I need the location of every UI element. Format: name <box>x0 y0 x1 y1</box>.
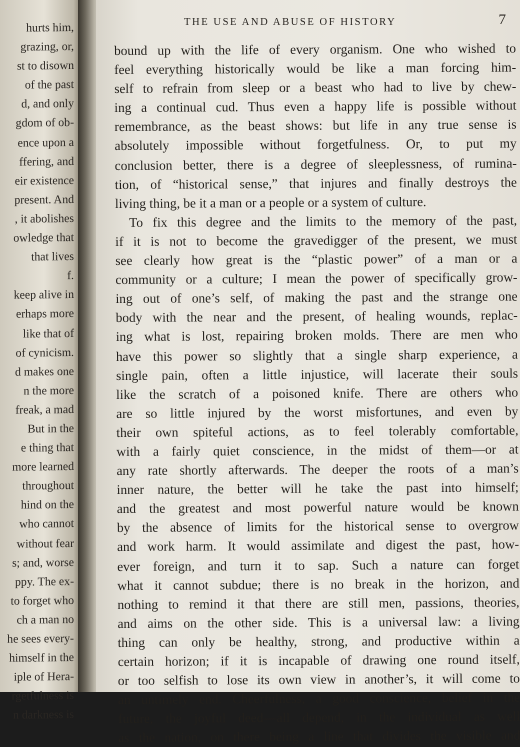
text-line: any rate shortly afterwards. The deeper the roots of a man’s <box>116 460 519 479</box>
text-line: absolutely impossible without forgetfulness. Or, to put my <box>114 136 517 154</box>
left-page-line: ffering, and <box>19 153 74 169</box>
left-page-line: erhaps more <box>16 306 74 322</box>
text-line: see clearly how great is the “plastic power” of a man or a <box>115 250 518 269</box>
text-line: future, the joyful deed—all depend, in the individual as well <box>118 708 520 727</box>
left-page-line: throughout <box>22 478 74 493</box>
left-page-line: without fear <box>16 535 74 551</box>
text-line: by the absence of limits for the historical sense to overgrow <box>116 517 520 536</box>
left-page-line: freak, a mad <box>15 401 74 417</box>
text-line: certain horizon; if it is incapable of drawing one round itself, <box>117 651 520 669</box>
text-line: To fix this degree and the limits to the memory of the past, <box>129 212 518 230</box>
left-page-line: ence upon a <box>17 134 74 150</box>
text-line: nothing to remind it that there are still men, passions, theories, <box>117 594 520 612</box>
left-page-line: who cannot <box>19 516 74 532</box>
left-page-line: d, and only <box>21 96 74 111</box>
left-page-line: hind on the <box>20 497 74 512</box>
text-line: bound up with the life of every organism. One who wished to <box>114 40 517 58</box>
text-line: and the greatest and most powerful nature would be known <box>116 498 519 517</box>
text-line: feel everything historically would be like a man forcing him- <box>114 59 517 78</box>
left-page-line: of cynicism. <box>15 344 74 360</box>
left-page-line: eir existence <box>14 172 74 188</box>
text-line: what it cannot subdue; there is no break in the horizon, and <box>117 575 520 593</box>
text-line: and work harm. It would assimilate and digest the past, how- <box>117 536 520 555</box>
left-page <box>0 0 80 723</box>
text-line: with a fairly quiet conscience, in the midst of them—or at <box>116 441 519 459</box>
left-page-text <box>0 18 74 725</box>
left-page-line: ppy. The ex- <box>15 573 74 589</box>
text-line: and aims on the other side. This is a universal law: a living <box>117 613 520 631</box>
text-line: have this power so slightly that a single sharp experience, a <box>115 346 518 364</box>
left-page-line: present. And <box>14 191 74 207</box>
left-page-line: But in the <box>27 420 74 436</box>
text-line: are so little injured by the worst misfortunes, and even by <box>116 403 519 421</box>
text-line: remembrance, as the beast shows: but life in any true sense is <box>114 116 517 135</box>
running-head: THE USE AND ABUSE OF HISTORY <box>184 17 397 28</box>
text-line: ing a continual cud. Thus even a happy life is possible without <box>114 97 517 116</box>
page-number: 7 <box>498 12 506 28</box>
text-line: self to refrain from sleep or a beast who had to live by chew- <box>114 78 517 97</box>
text-line: conclusion better, there is a degree of sleeplessness, of rumina- <box>114 155 517 173</box>
left-page-line: gdom of ob- <box>15 115 74 131</box>
text-line: if it is not to become the gravedigger of the present, we must <box>115 231 518 249</box>
left-page-line: s; and, worse <box>12 554 74 570</box>
left-page-line: like that of <box>22 325 74 341</box>
text-line: like the scratch of a poisoned knife. There are others who <box>116 384 519 402</box>
text-line: community or a culture; I mean the power of specifically grow- <box>115 269 518 288</box>
left-page-line: rgetfulness is <box>11 688 74 703</box>
text-line: ing what is lost, repairing broken molds. There are men who <box>115 326 518 345</box>
left-page-line: n darkness is <box>13 707 74 723</box>
left-page-line: f. <box>67 268 74 283</box>
text-line: thing can only be healthy, strong, and productive within a <box>117 632 520 650</box>
left-page-line: to forget who <box>10 592 74 608</box>
left-page-line: that lives <box>31 249 74 264</box>
right-page <box>96 0 520 746</box>
text-line: living thing, be it a man or a people or a system of culture. <box>114 193 427 211</box>
text-line: ever foreign, and turn it to sap. Such a nature can forget <box>117 556 520 574</box>
text-line: as the nation, on there being a line that divides the visible and <box>118 727 520 746</box>
left-page-line: st to disown <box>16 58 74 73</box>
left-page-line: he sees every- <box>7 631 74 646</box>
left-page-line: hurts him, <box>26 20 74 35</box>
text-line: single pain, often a little injustice, will lacerate their souls <box>115 365 519 383</box>
left-page-line: keep alive in <box>13 287 74 302</box>
text-line: an untimely end. Cheerfulness, a good conscience, belief in the <box>117 689 520 708</box>
text-line: inner nature, the better will he take the past into himself; <box>116 479 519 498</box>
left-page-line: grazing, or, <box>20 39 74 54</box>
text-line: body with the near and the present, of healing wounds, replac- <box>115 307 518 326</box>
left-page-line: ch a man no <box>16 611 74 627</box>
left-page-line: owledge that <box>13 230 74 245</box>
left-page-line: of the past <box>24 77 74 92</box>
text-line: ing out of one’s self, of making the past and the strange one <box>115 288 518 307</box>
left-page-line: more learned <box>12 459 74 474</box>
text-line: tion, of “historical sense,” that injures and finally destroys the <box>114 174 517 192</box>
left-page-line: himself in the <box>9 650 74 665</box>
text-line: their own spiteful actions, as to feel tolerably comfortable, <box>116 422 519 440</box>
left-page-line: n the more <box>23 382 74 398</box>
left-page-line: d makes one <box>15 363 74 379</box>
left-page-line: , it abolishes <box>14 210 74 226</box>
left-page-line: iple of Hera- <box>13 669 74 684</box>
text-line: or too selfish to lose its own view in another’s, it will come to <box>117 670 520 689</box>
left-page-line: e thing that <box>20 440 74 455</box>
page-body-text <box>114 39 520 747</box>
